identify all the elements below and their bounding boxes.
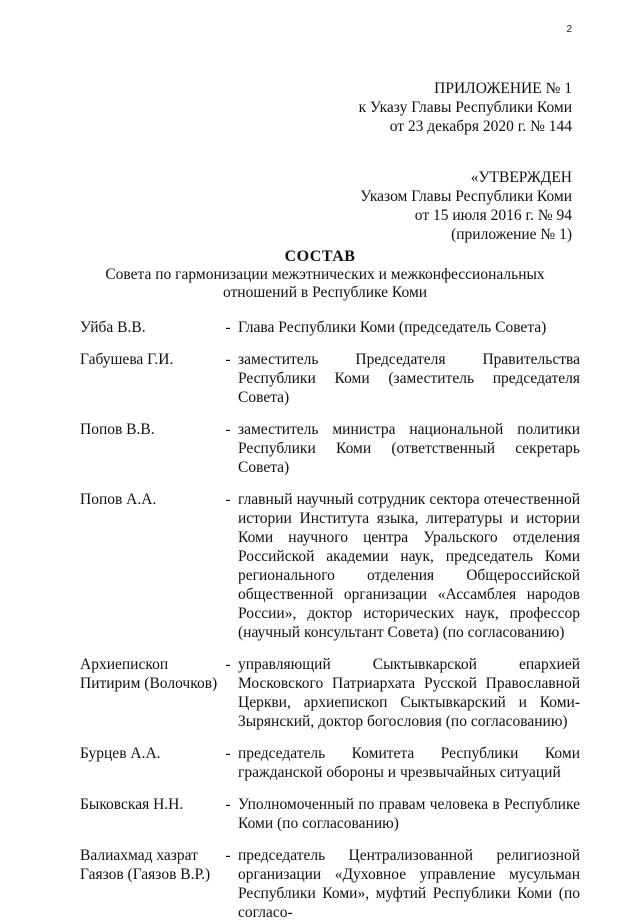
member-dash: -: [225, 319, 231, 336]
member-role: главный научный сотрудник сектора отечественной истории Института языка, литературы и истории Коми научного центра Уральского отделения Российской академии наук, председатель Коми регионального отделения Общероссийской общественной организации «Ассамблея народов России», доктор исторических наук, профессор (научный консультант Совета) (по согласованию): [238, 491, 580, 641]
member-role: председатель Централизованной религиозной организации «Духовное управление мусульман Республики Коми», муфтий Республики Коми (по согласо-: [238, 847, 580, 921]
appendix-title: ПРИЛОЖЕНИЕ № 1: [434, 80, 572, 97]
subtitle-line-2: отношений в Республике Коми: [222, 284, 428, 301]
member-role: управляющий Сыктывкарской епархией Московского Патриархата Русской Православной Церкви, архиепископ Сыктывкарский и Коми-Зырянский, доктор богословия (по согласованию): [238, 656, 580, 730]
approval-stamp: [360, 168, 572, 244]
member-role: председатель Комитета Республики Коми гражданской обороны и чрезвычайных ситуаций: [238, 745, 580, 781]
appendix-header: [359, 79, 572, 136]
member-dash: -: [225, 745, 231, 762]
member-dash: -: [225, 847, 231, 864]
member-name: Уйба В.В.: [80, 319, 146, 336]
member-name: Архиепископ Питирим (Волочков): [80, 656, 218, 692]
member-dash: -: [225, 421, 231, 438]
member-row: [80, 795, 580, 833]
member-dash: -: [225, 796, 231, 813]
appendix-decree: к Указу Главы Республики Коми: [358, 99, 572, 116]
approval-decree: Указом Главы Республики Коми: [360, 188, 572, 205]
member-name: Попов А.А.: [80, 491, 157, 508]
member-role: заместитель министра национальной политики Республики Коми (ответственный секретарь Совета): [238, 421, 580, 476]
member-role: Уполномоченный по правам человека в Республике Коми (по согласованию): [238, 796, 580, 832]
member-dash: -: [225, 351, 231, 368]
member-row: [80, 846, 580, 922]
member-list: [80, 318, 580, 922]
document-title: СОСТАВ: [284, 248, 356, 265]
approval-date: от 15 июля 2016 г. № 94: [414, 207, 572, 224]
member-row: [80, 655, 580, 731]
member-dash: -: [225, 656, 231, 673]
member-name: Габушева Г.И.: [80, 351, 174, 368]
member-name: Быковская Н.Н.: [80, 796, 184, 813]
member-row: [80, 744, 580, 782]
member-name: Бурцев А.А.: [80, 745, 161, 762]
approval-appendix-ref: (приложение № 1): [451, 226, 572, 243]
member-role: заместитель Председателя Правительства Республики Коми (заместитель председателя Совета): [238, 351, 580, 406]
member-row: [80, 420, 580, 477]
document-subtitle: [70, 266, 580, 302]
appendix-date: от 23 декабря 2020 г. № 144: [389, 118, 572, 135]
member-role: Глава Республики Коми (председатель Совета): [238, 319, 547, 336]
member-row: [80, 350, 580, 407]
member-row: [80, 490, 580, 642]
member-name: Попов В.В.: [80, 421, 155, 438]
page-number: 2: [566, 24, 572, 35]
subtitle-line-1: Совета по гармонизации межэтнических и межконфессиональных: [105, 266, 545, 283]
member-dash: -: [225, 491, 231, 508]
member-row: [80, 318, 580, 337]
approval-title: «УТВЕРЖДЕН: [470, 169, 572, 186]
member-name: Валиахмад хазрат Гаязов (Гаязов В.Р.): [80, 847, 211, 883]
